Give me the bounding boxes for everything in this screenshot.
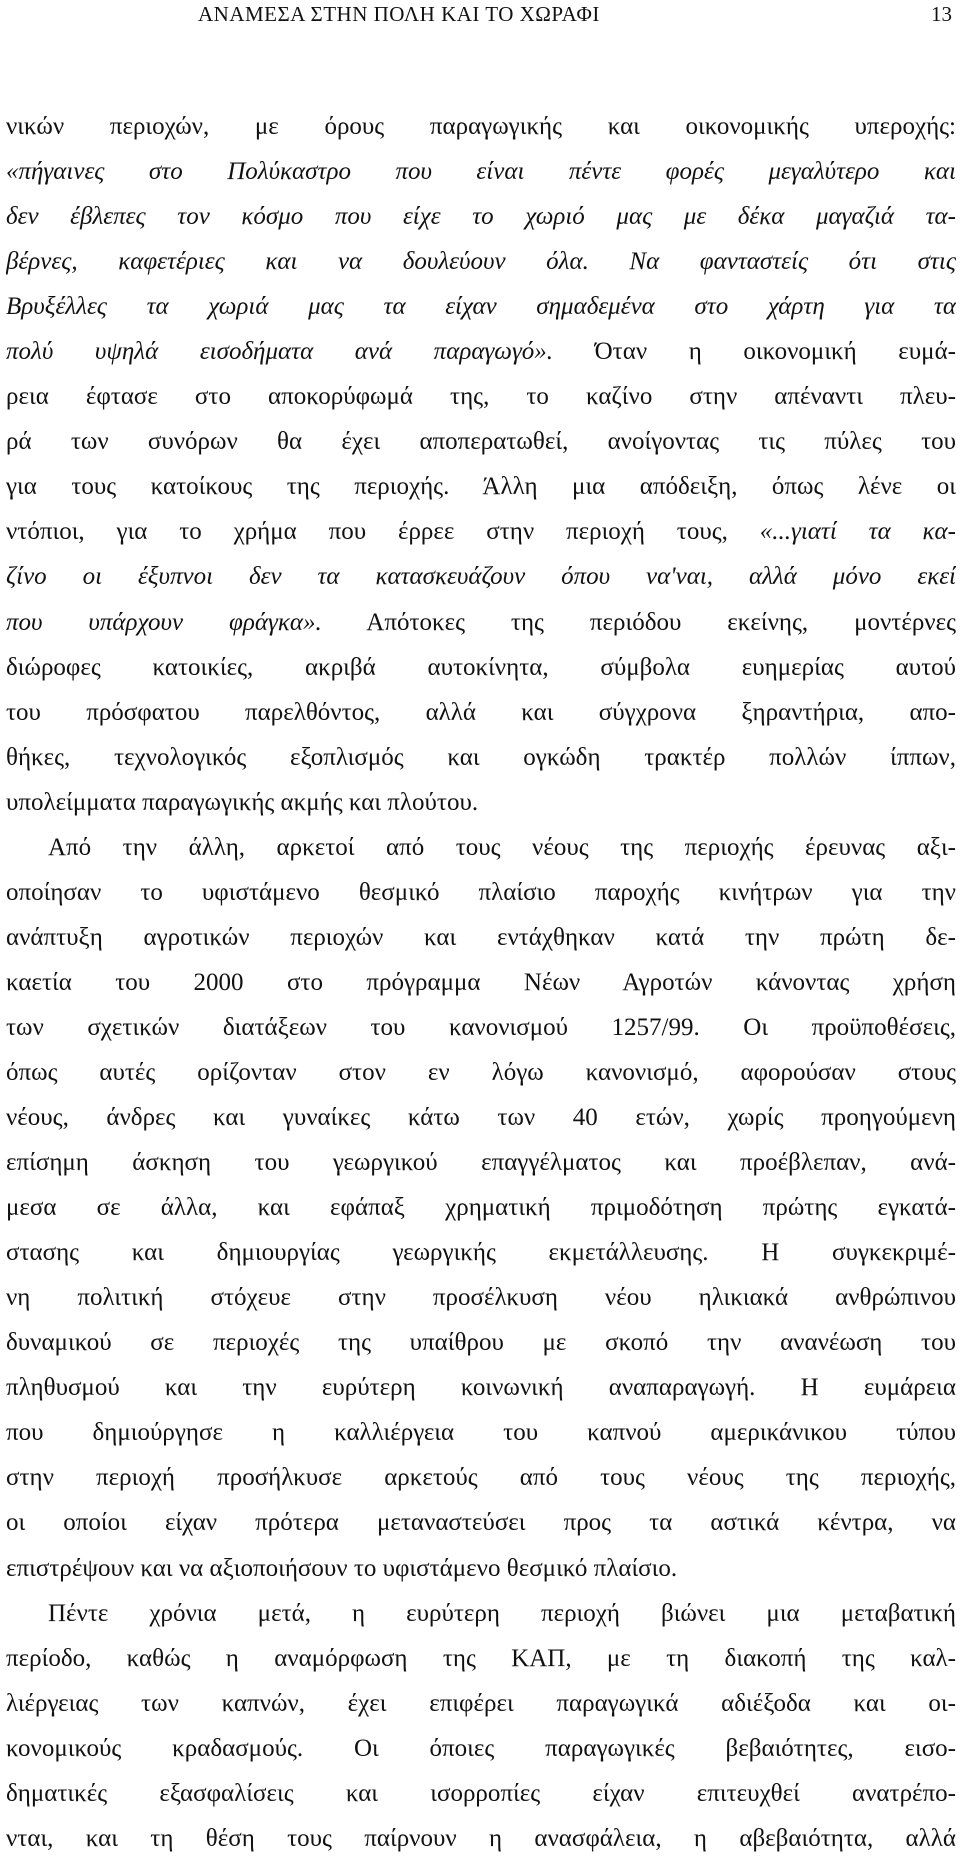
- text-line: νη πολιτική στόχευε στην προσέλκυση νέου ηλικιακά ανθρώπινου: [6, 1284, 956, 1312]
- text-line: όπως αυτές ορίζονταν στον εν λόγω κανονισμό, αφορούσαν στους: [6, 1058, 956, 1086]
- text-line: Από την άλλη, αρκετοί από τους νέους της περιοχής έρευνας αξι-: [48, 833, 956, 861]
- text-line: διώροφες κατοικίες, ακριβά αυτοκίνητα, σύμβολα ευημερίας αυτού: [6, 653, 956, 681]
- text-line: δυναμικού σε περιοχές της υπαίθρου με σκοπό την ανανέωση του: [6, 1329, 956, 1357]
- text-line: μεσα σε άλλα, και εφάπαξ χρηματική πριμοδότηση πρώτης εγκατά-: [6, 1194, 956, 1222]
- text-line-last: υπολείμματα παραγωγικής ακμής και πλούτου.: [6, 788, 479, 816]
- quote-fragment: «...γιατί τα κα-: [759, 518, 956, 546]
- text-line: περίοδο, καθώς η αναμόρφωση της ΚΑΠ, με τη διακοπή της καλ-: [6, 1644, 956, 1672]
- text-line: που δημιούργησε η καλλιέργεια του καπνού αμερικάνικου τύπου: [6, 1419, 956, 1447]
- body-text: [6, 104, 956, 1861]
- paragraph-3: [6, 1591, 956, 1861]
- text-line: καετία του 2000 στο πρόγραμμα Νέων Αγροτών κάνοντας χρήση: [6, 968, 956, 996]
- text-line: του πρόσφατου παρελθόντος, αλλά και σύγχρονα ξηραντήρια, απο-: [6, 698, 956, 726]
- text-line: ρεια έφτασε στο αποκορύφωμά της, το καζίνο στην απέναντι πλευ-: [6, 383, 956, 411]
- text-line-mixed: [6, 329, 956, 374]
- running-head: [0, 0, 956, 36]
- text-line: ζίνο οι έξυπνοι δεν τα κατασκευάζουν όπου να'ναι, αλλά μόνο εκεί: [6, 563, 956, 591]
- text-line: δεν έβλεπες τον κόσμο που είχε το χωριό μας με δέκα μαγαζιά τα-: [6, 203, 956, 231]
- paragraph-2: [6, 825, 956, 1591]
- text-line: οι οποίοι είχαν πρότερα μεταναστεύσει προς τα αστικά κέντρα, να: [6, 1509, 956, 1537]
- text-line: οποίησαν το υφιστάμενο θεσμικό πλαίσιο παροχής κινήτρων για την: [6, 878, 956, 906]
- text-line-mixed: [6, 509, 956, 554]
- text-line: για τους κατοίκους της περιοχής. Άλλη μια απόδειξη, όπως λένε οι: [6, 473, 956, 501]
- quote-fragment: πολύ υψηλά εισοδήματα ανά παραγωγό».: [6, 338, 554, 366]
- text-line: νέους, άνδρες και γυναίκες κάτω των 40 ετών, χωρίς προηγούμενη: [6, 1104, 956, 1132]
- text-line: δηματικές εξασφαλίσεις και ισορροπίες είχαν επιτευχθεί ανατρέπο-: [6, 1779, 956, 1807]
- text-line: ανάπτυξη αγροτικών περιοχών και εντάχθηκαν κατά την πρώτη δε-: [6, 923, 956, 951]
- text-line: βέρνες, καφετέριες και να δουλεύουν όλα. Να φανταστείς ότι στις: [6, 248, 956, 276]
- page-number: 13: [931, 2, 952, 26]
- text-line: στην περιοχή προσήλκυσε αρκετούς από τους νέους της περιοχής,: [6, 1464, 956, 1492]
- quote-fragment: που υπάρχουν φράγκα».: [6, 608, 322, 636]
- text-line: θήκες, τεχνολογικός εξοπλισμός και ογκώδη τρακτέρ πολλών ίππων,: [6, 743, 956, 771]
- text-line: επίσημη άσκηση του γεωργικού επαγγέλματος και προέβλεπαν, ανά-: [6, 1149, 956, 1177]
- text-line: ρά των συνόρων θα έχει αποπερατωθεί, ανοίγοντας τις πύλες του: [6, 428, 956, 456]
- text-line: Πέντε χρόνια μετά, η ευρύτερη περιοχή βιώνει μια μεταβατική: [48, 1599, 956, 1627]
- text-line: των σχετικών διατάξεων του κανονισμού 1257/99. Οι προϋποθέσεις,: [6, 1013, 956, 1041]
- paragraph-1: [6, 104, 956, 825]
- text-line: κονομικούς κραδασμούς. Οι όποιες παραγωγικές βεβαιότητες, εισο-: [6, 1734, 956, 1762]
- text-line: «πήγαινες στο Πολύκαστρο που είναι πέντε φορές μεγαλύτερο και: [6, 158, 956, 186]
- text-fragment: Όταν η οικονομική ευμά-: [553, 338, 956, 366]
- text-fragment: ντόπιοι, για το χρήμα που έρρεε στην περιοχή τους,: [6, 518, 760, 546]
- text-line-last: επιστρέψουν και να αξιοποιήσουν το υφιστάμενο θεσμικό πλαίσιο.: [6, 1554, 678, 1582]
- text-line: Βρυξέλλες τα χωριά μας τα είχαν σημαδεμένα στο χάρτη για τα: [6, 293, 956, 321]
- text-fragment: Απότοκες της περιόδου εκείνης, μοντέρνες: [321, 608, 956, 636]
- text-line-mixed: [6, 600, 956, 645]
- text-line: πληθυσμού και την ευρύτερη κοινωνική αναπαραγωγή. Η ευμάρεια: [6, 1374, 956, 1402]
- text-line: λιέργειας των καπνών, έχει επιφέρει παραγωγικά αδιέξοδα και οι-: [6, 1689, 956, 1717]
- running-title: ΑΝΑΜΕΣΑ ΣΤΗΝ ΠΟΛΗ ΚΑΙ ΤΟ ΧΩΡΑΦΙ: [198, 2, 600, 26]
- text-line: νικών περιοχών, με όρους παραγωγικής και οικονομικής υπεροχής:: [6, 113, 956, 140]
- text-line: στασης και δημιουργίας γεωργικής εκμετάλλευσης. Η συγκεκριμέ-: [6, 1239, 956, 1267]
- text-line: νται, και τη θέση τους παίρνουν η ανασφάλεια, η αβεβαιότητα, αλλά: [6, 1824, 956, 1852]
